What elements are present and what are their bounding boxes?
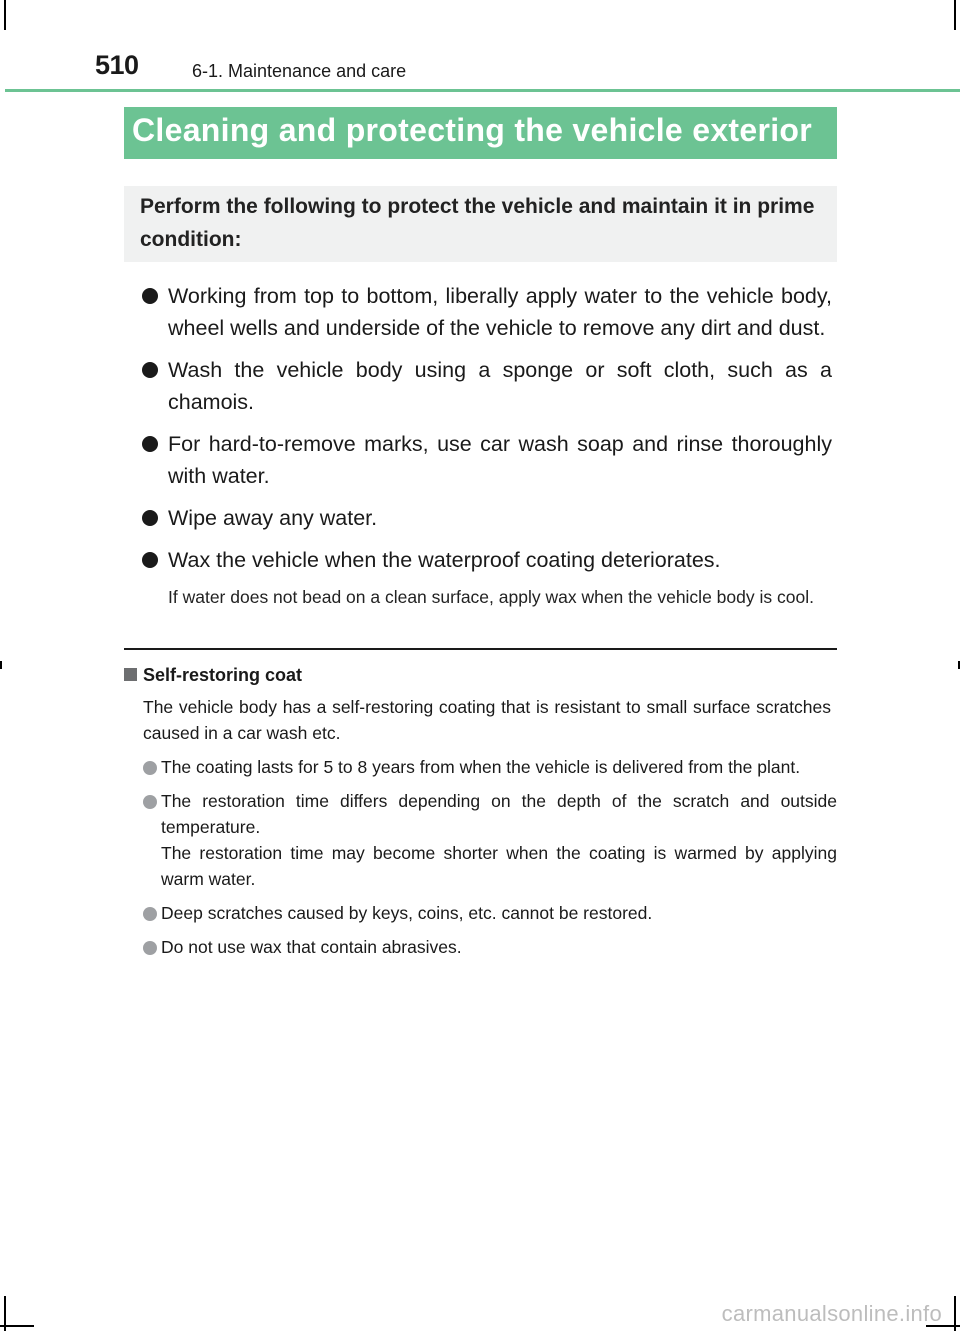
- watermark: carmanualsonline.info: [721, 1301, 942, 1326]
- note-bullet-icon: [143, 761, 157, 775]
- note-item: [124, 788, 837, 892]
- note-item: [124, 934, 837, 960]
- header-rule: [5, 89, 960, 92]
- list-item: [142, 354, 832, 418]
- list-item-text: For hard-to-remove marks, use car wash soap and rinse thoroughly with water.: [168, 432, 832, 488]
- crop-mark: [958, 661, 960, 669]
- crop-mark: [0, 1325, 34, 1327]
- bullet-list: [142, 280, 832, 612]
- note-text: The coating lasts for 5 to 8 years from when the vehicle is delivered from the plant.: [161, 757, 801, 777]
- crop-mark: [4, 0, 6, 30]
- bullet-icon: [142, 436, 158, 452]
- section-title: 6-1. Maintenance and care: [192, 61, 407, 81]
- note-continuation: The restoration time may become shorter when the coating is warmed by applying warm water.: [161, 843, 837, 889]
- crop-mark: [954, 0, 956, 30]
- bullet-note: If water does not bead on a clean surface, apply wax when the vehicle body is cool.: [168, 587, 814, 607]
- intro-text: Perform the following to protect the vehicle and maintain it in prime condition:: [140, 195, 815, 251]
- note-bullet-icon: [143, 941, 157, 955]
- note-text: Deep scratches caused by keys, coins, etc. cannot be restored.: [161, 903, 653, 923]
- bullet-icon: [142, 288, 158, 304]
- note-list: [124, 754, 837, 960]
- list-item: [142, 428, 832, 492]
- note-bullet-icon: [143, 907, 157, 921]
- list-item-text: Wash the vehicle body using a sponge or soft cloth, such as a chamois.: [168, 358, 832, 414]
- subsection-heading-text: Self-restoring coat: [143, 665, 303, 685]
- bullet-icon: [142, 552, 158, 568]
- intro-box: [124, 186, 837, 262]
- bullet-icon: [142, 362, 158, 378]
- list-item-text: Wipe away any water.: [168, 506, 378, 530]
- bullet-icon: [142, 510, 158, 526]
- subsection-heading: [124, 662, 837, 688]
- list-item: [142, 502, 832, 534]
- note-text: Do not use wax that contain abrasives.: [161, 937, 462, 957]
- list-item: [142, 280, 832, 344]
- square-bullet-icon: [124, 668, 137, 681]
- page-number: 510: [95, 50, 139, 80]
- section-divider: [124, 648, 837, 650]
- subsection-body: The vehicle body has a self-restoring coating that is resistant to small surface scratches caused in a car wash etc.: [143, 697, 831, 743]
- note-item: [124, 900, 837, 926]
- note-item: [124, 754, 837, 780]
- list-item-text: Working from top to bottom, liberally apply water to the vehicle body, wheel wells and underside of the vehicle to remove any dirt and dust.: [168, 284, 832, 340]
- list-item-text: Wax the vehicle when the waterproof coating deteriorates.: [168, 548, 721, 572]
- crop-mark: [0, 661, 2, 669]
- note-text: The restoration time differs depending on the depth of the scratch and outside temperature.: [161, 791, 837, 837]
- title-banner: [124, 107, 837, 159]
- page-title: Cleaning and protecting the vehicle exterior: [132, 112, 813, 148]
- note-bullet-icon: [143, 795, 157, 809]
- list-item: [142, 544, 832, 576]
- subsection-self-restoring-coat: [124, 662, 837, 968]
